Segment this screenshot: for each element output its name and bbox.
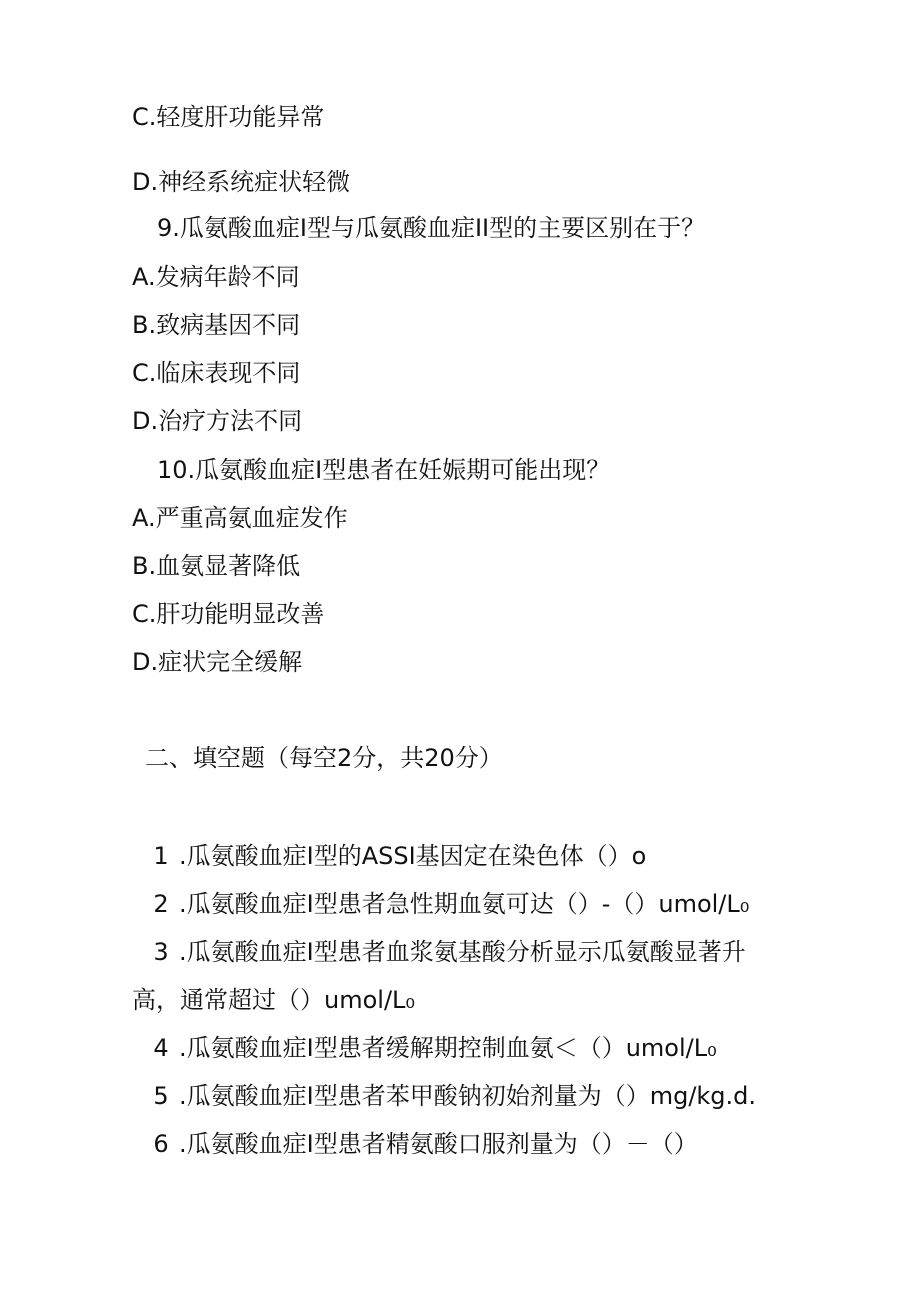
fill-in-item (143, 841, 646, 871)
q9-option-c: C.临床表现不同 (132, 359, 301, 387)
q8-option-c: C.轻度肝功能异常 (132, 103, 325, 131)
fill-in-item (143, 1033, 717, 1063)
item-number: 4 (153, 1034, 169, 1062)
item-number: 2 (153, 890, 169, 918)
item-number: 1 (153, 842, 169, 870)
fill-in-item (143, 1129, 698, 1159)
item-text: .瓜氨酸血症I型患者血浆氨基酸分析显示瓜氨酸显著升 (179, 938, 746, 966)
fill-in-item (143, 889, 749, 919)
item-text: .瓜氨酸血症I型患者精氨酸口服剂量为（）－（） (179, 1130, 698, 1158)
item-number: 6 (153, 1130, 169, 1158)
q10-option-d: D.症状完全缓解 (132, 648, 303, 676)
item-text: .瓜氨酸血症I型患者急性期血氨可达（）-（）umol∕L₀ (179, 890, 750, 918)
item-text-continuation: 高，通常超过（）umol∕L₀ (132, 986, 416, 1014)
q10-question: 10.瓜氨酸血症I型患者在妊娠期可能出现？ (157, 456, 611, 484)
q9-question: 9.瓜氨酸血症I型与瓜氨酸血症II型的主要区别在于？ (157, 214, 706, 242)
fill-in-item (143, 937, 746, 967)
q8-option-d: D.神经系统症状轻微 (132, 168, 351, 196)
q9-option-b: B.致病基因不同 (132, 311, 301, 339)
item-number: 5 (153, 1082, 169, 1110)
section-heading: 二、填空题（每空2分，共20分） (145, 744, 503, 772)
q9-option-a: A.发病年龄不同 (132, 263, 300, 291)
q9-option-d: D.治疗方法不同 (132, 407, 303, 435)
fill-in-item (143, 1081, 756, 1111)
item-text: .瓜氨酸血症I型的ASSI基因定在染色体（）o (179, 842, 647, 870)
item-text: .瓜氨酸血症I型患者苯甲酸钠初始剂量为（）mg∕kg.d. (179, 1082, 757, 1110)
q10-option-c: C.肝功能明显改善 (132, 600, 325, 628)
q10-option-a: A.严重高氨血症发作 (132, 504, 348, 532)
item-number: 3 (153, 938, 169, 966)
item-text: .瓜氨酸血症I型患者缓解期控制血氨＜（）umol∕L₀ (179, 1034, 717, 1062)
q10-option-b: B.血氨显著降低 (132, 552, 301, 580)
